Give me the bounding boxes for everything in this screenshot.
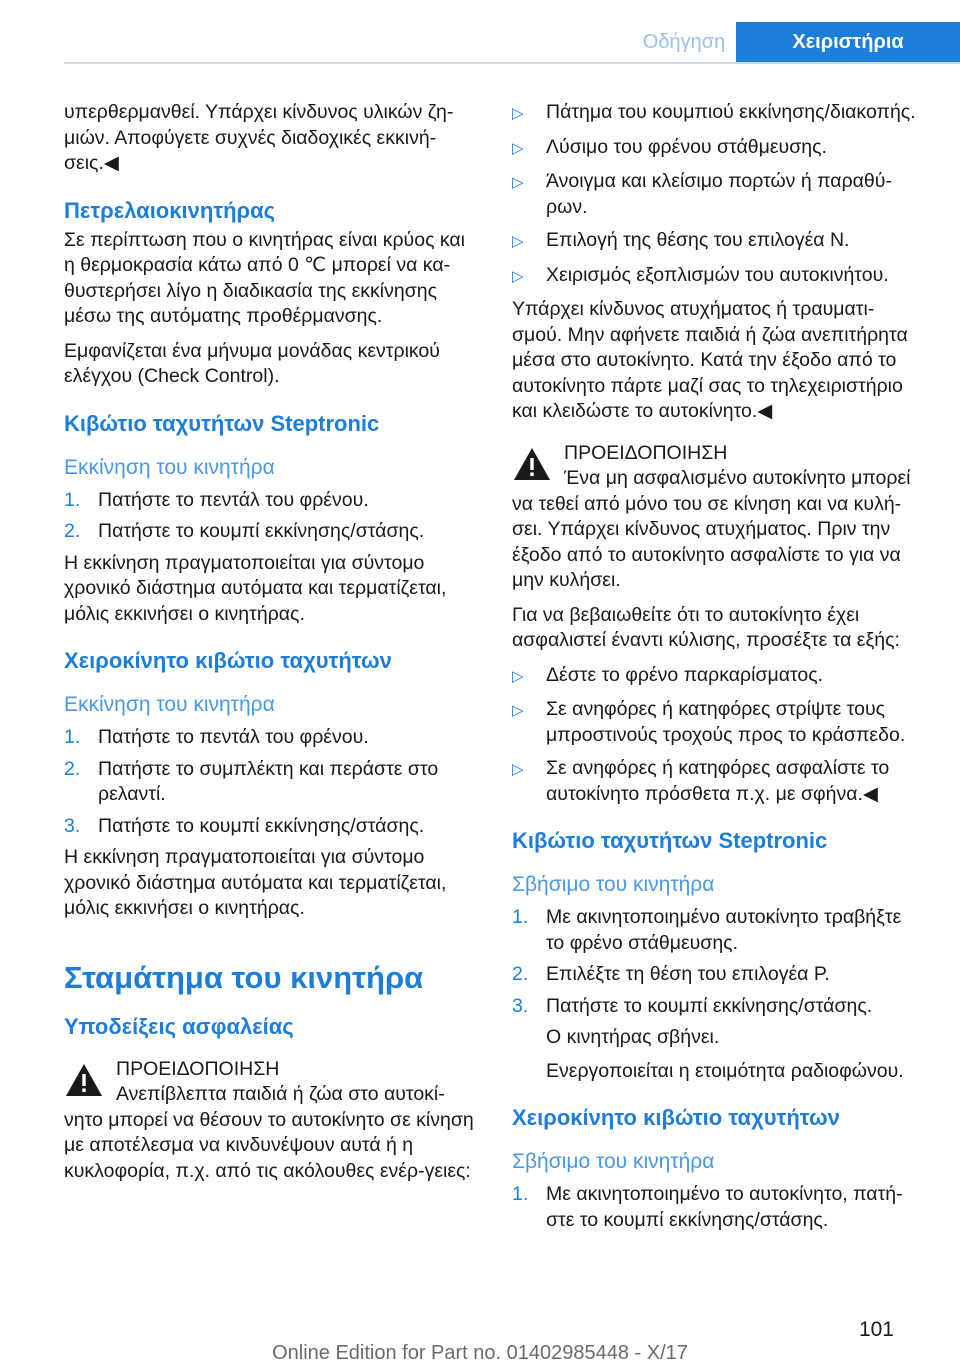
triangle-right-icon: ▷ <box>512 667 524 685</box>
step-text: Με ακινητοποιημένο το αυτοκίνητο, πατή-στε το κουμπί εκκίνησης/στάσης. <box>546 1183 903 1231</box>
step-text: Πατήστε το πεντάλ του φρένου. <box>98 726 369 748</box>
warning-text: Ένα μη ασφαλισμένο αυτοκίνητο μπορεί να τεθεί από μόνο του σε κίνηση και να κυλή-σει. Υπάρχει κίνδυνος ατυχήματος. Πριν την έξοδο από το αυτοκίνητο ασφαλίστε το για να μην κυλήσει. <box>512 467 911 591</box>
warning-text: Ανεπίβλεπτα παιδιά ή ζώα στο αυτοκί-νητο μπορεί να θέσουν το αυτοκίνητο σε κίνηση με αποτέλεσμα να κινδυνέψουν αυτά ή η κυκλοφορία, π.χ. από τις ακόλουθες ενέρ-γειες: <box>64 1083 474 1182</box>
steps-list <box>512 905 924 1019</box>
step-number: 3. <box>512 994 529 1017</box>
list-item-text: Επιλογή της θέσης του επιλογέα N. <box>546 229 850 251</box>
intro-paragraph: υπερθερμανθεί. Υπάρχει κίνδυνος υλικών ζη-μιών. Αποφύγετε συχνές διαδοχικές εκκινή-σεις.◀ <box>64 101 454 174</box>
risk-paragraph: Υπάρχει κίνδυνος ατυχήματος ή τραυματι-σμού. Μην αφήνετε παιδιά ή ζώα ανεπιτήρητα μέσα στο αυτοκίνητο. Κατά την έξοδο από το αυτοκίνητο πάρτε μαζί σας το τηλεχειριστήριο και κλειδώστε το αυτοκίνητο.◀ <box>512 298 908 422</box>
bullet-list <box>512 663 924 808</box>
stop-engine-section-heading: Σταμάτημα του κινητήρα <box>64 959 424 995</box>
list-item <box>512 169 924 220</box>
triangle-right-icon: ▷ <box>512 139 524 157</box>
step-text: Πατήστε το κουμπί εκκίνησης/στάσης. <box>546 994 873 1017</box>
triangle-right-icon: ▷ <box>512 761 524 778</box>
safety-heading: Υποδείξεις ασφαλείας <box>64 1013 294 1039</box>
steps-list <box>512 1182 924 1233</box>
tab-controls[interactable]: Χειριστήρια <box>736 22 960 62</box>
auto-start-paragraph: Η εκκίνηση πραγματοποιείται για σύντομο χρονικό διάστημα αυτόματα και τερματίζεται, μόλις εκκινήσει ο κινητήρας. <box>64 846 447 919</box>
secure-paragraph: Για να βεβαιωθείτε ότι το αυτοκίνητο έχει ασφαλιστεί έναντι κύλισης, προσέξτε τα εξής: <box>512 603 900 651</box>
list-item-text: Λύσιμο του φρένου στάθμευσης. <box>546 135 827 158</box>
step-item <box>512 994 924 1020</box>
warning-triangle-icon <box>64 1061 104 1099</box>
tab-driving[interactable]: Οδήγηση <box>642 31 726 53</box>
step-text: Με ακινητοποιημένο αυτοκίνητο τραβήξτε το φρένο στάθμευσης. <box>546 906 902 954</box>
step-number: 2. <box>64 757 81 780</box>
step-text: Πατήστε το πεντάλ του φρένου. <box>98 488 369 511</box>
warning-box <box>64 1057 476 1185</box>
list-item-text: Χειρισμός εξοπλισμών του αυτοκινήτου. <box>546 263 889 286</box>
triangle-right-icon: ▷ <box>512 174 524 191</box>
list-item-text: Σε ανηφόρες ή κατηφόρες στρίψτε τους μπροστινούς τροχούς προς το κράσπεδο. <box>546 698 906 746</box>
warning-triangle-icon <box>512 445 552 483</box>
steptronic-heading: Κιβώτιο ταχυτήτων Steptronic <box>512 828 828 853</box>
step-item <box>512 905 924 956</box>
list-item-text: Σε ανηφόρες ή κατηφόρες ασφαλίστε το αυτοκίνητο πρόσθετα π.χ. με σφήνα.◀ <box>546 757 890 805</box>
step-result: Ο κινητήρας σβήνει. <box>546 1026 720 1048</box>
list-item <box>512 663 924 690</box>
steps-list <box>64 488 476 545</box>
list-item <box>512 228 924 255</box>
triangle-right-icon: ▷ <box>512 702 524 719</box>
diesel-paragraph-1: Σε περίπτωση που ο κινητήρας είναι κρύος και η θερμοκρασία κάτω από 0 ℃ μπορεί να κα-θυστερήσει λίγο η διαδικασία της εκκίνησης μέσω της αυτόματης προθέρμανσης. <box>64 228 465 327</box>
stop-engine-heading: Σβήσιμο του κινητήρα <box>512 873 715 896</box>
step-item <box>64 814 476 840</box>
step-result: Ενεργοποιείται η ετοιμότητα ραδιοφώνου. <box>546 1059 904 1082</box>
steptronic-heading: Κιβώτιο ταχυτήτων Steptronic <box>64 410 380 436</box>
diesel-heading: Πετρελαιοκινητήρας <box>64 197 276 223</box>
page-header <box>632 22 960 62</box>
start-engine-heading: Εκκίνηση του κινητήρα <box>64 693 275 716</box>
list-item-text: Πάτημα του κουμπιού εκκίνησης/διακοπής. <box>546 101 916 123</box>
warning-box <box>512 441 924 594</box>
edition-footer: Online Edition for Part no. 01402985448 - X/17 <box>272 1342 688 1362</box>
step-number: 2. <box>512 963 529 985</box>
stop-engine-heading: Σβήσιμο του κινητήρα <box>512 1150 715 1173</box>
list-item <box>512 135 924 162</box>
step-number: 2. <box>64 520 81 542</box>
page-number: 101 <box>858 1318 894 1341</box>
warning-label: ΠΡΟΕΙΔΟΠΟΙΗΣΗ <box>564 441 728 464</box>
step-text: Πατήστε το κουμπί εκκίνησης/στάσης. <box>98 520 425 542</box>
list-item <box>512 263 924 290</box>
left-column <box>64 100 476 1193</box>
step-text: Επιλέξτε τη θέση του επιλογέα P. <box>546 963 830 985</box>
list-item-text: Άνοιγμα και κλείσιμο πορτών ή παραθύ-ρων. <box>546 170 892 218</box>
step-text: Πατήστε το κουμπί εκκίνησης/στάσης. <box>98 814 425 837</box>
list-item <box>512 697 924 748</box>
bullet-list <box>512 100 924 289</box>
step-item <box>64 519 476 545</box>
step-number: 1. <box>512 906 529 928</box>
manual-gearbox-heading: Χειροκίνητο κιβώτιο ταχυτήτων <box>64 648 392 673</box>
step-text: Πατήστε το συμπλέκτη και περάστε στο ρελαντί. <box>98 757 439 805</box>
warning-label: ΠΡΟΕΙΔΟΠΟΙΗΣΗ <box>116 1057 280 1080</box>
step-item <box>64 488 476 514</box>
step-number: 1. <box>64 488 81 511</box>
diesel-paragraph-2: Εμφανίζεται ένα μήνυμα μονάδας κεντρικού ελέγχου (Check Control). <box>64 339 440 387</box>
step-item <box>512 1182 924 1233</box>
list-item-text: Δέστε το φρένο παρκαρίσματος. <box>546 663 824 686</box>
start-engine-heading: Εκκίνηση του κινητήρα <box>64 455 275 479</box>
steps-list <box>64 725 476 839</box>
triangle-right-icon: ▷ <box>512 233 524 250</box>
auto-start-paragraph: Η εκκίνηση πραγματοποιείται για σύντομο χρονικό διάστημα αυτόματα και τερματίζεται, μόλις εκκινήσει ο κινητήρας. <box>64 551 447 625</box>
list-item <box>512 756 924 807</box>
right-column <box>512 100 924 1239</box>
step-number: 3. <box>64 814 81 837</box>
manual-gearbox-heading: Χειροκίνητο κιβώτιο ταχυτήτων <box>512 1105 840 1130</box>
list-item <box>512 100 924 127</box>
step-number: 1. <box>64 726 81 748</box>
step-number: 1. <box>512 1183 529 1205</box>
triangle-right-icon: ▷ <box>512 105 524 122</box>
step-item <box>512 962 924 988</box>
step-item <box>64 757 476 808</box>
step-item <box>64 725 476 751</box>
triangle-right-icon: ▷ <box>512 267 524 285</box>
header-divider <box>64 62 960 64</box>
